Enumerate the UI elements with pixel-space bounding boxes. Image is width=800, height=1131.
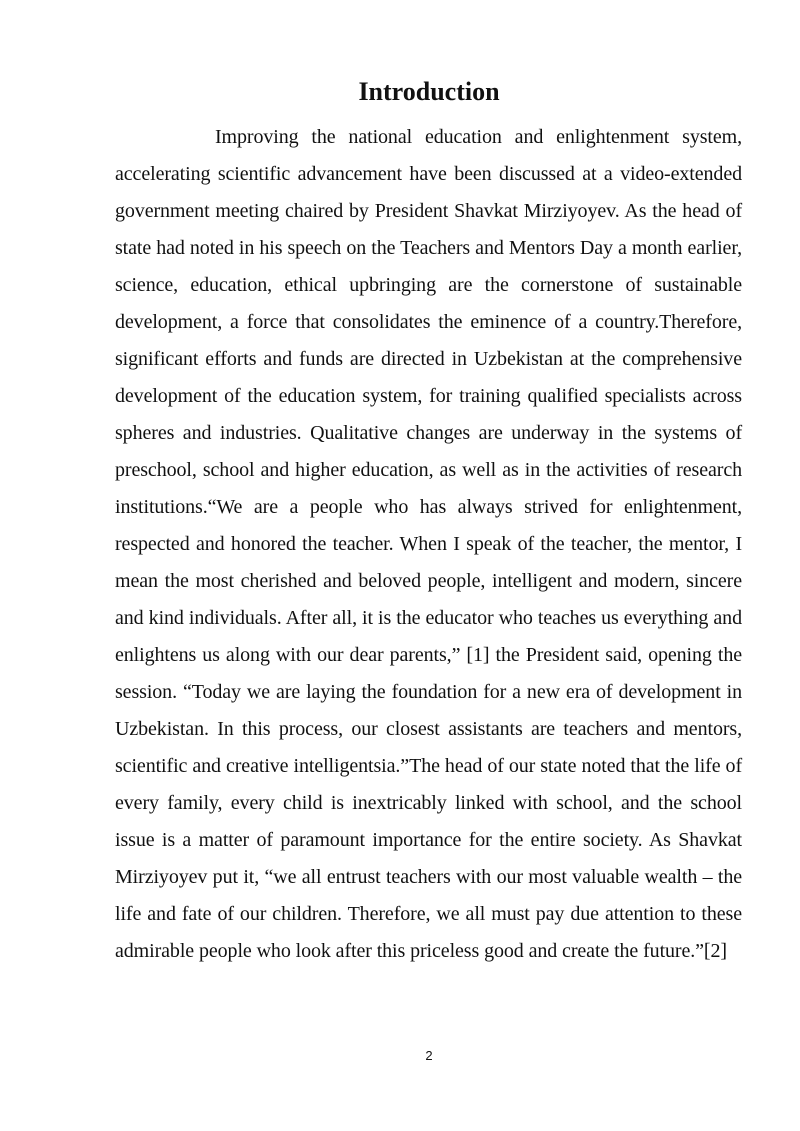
page-title: Introduction bbox=[358, 77, 500, 106]
page-number: 2 bbox=[425, 1048, 433, 1063]
title-container bbox=[0, 76, 800, 108]
body-paragraph: Improving the national education and enlightenment system, accelerating scientific advancement have been discussed at a video-extended government meeting chaired by President Shavkat Mirziyoyev. As the head of state had noted in his speech on the Teachers and Mentors Day a month earlier, science, education, ethical upbringing are the cornerstone of sustainable development, a force that consolidates the eminence of a country.Therefore, significant efforts and funds are directed in Uzbekistan at the comprehensive development of the education system, for training qualified specialists across spheres and industries. Qualitative changes are underway in the systems of preschool, school and higher education, as well as in the activities of research institutions.“We are a people who has always strived for enlightenment, respected and honored the teacher. When I speak of the teacher, the mentor, I mean the most cherished and beloved people, intelligent and modern, sincere and kind individuals. After all, it is the educator who teaches us everything and enlightens us along with our dear parents,” [1] the President said, opening the session. “Today we are laying the foundation for a new era of development in Uzbekistan. In this process, our closest assistants are teachers and mentors, scientific and creative intelligentsia.”The head of our state noted that the life of every family, every child is inextricably linked with school, and the school issue is a matter of paramount importance for the entire society. As Shavkat Mirziyoyev put it, “we all entrust teachers with our most valuable wealth – the life and fate of our children. Therefore, we all must pay due attention to these admirable people who look after this priceless good and create the future.”[2] bbox=[115, 126, 742, 962]
